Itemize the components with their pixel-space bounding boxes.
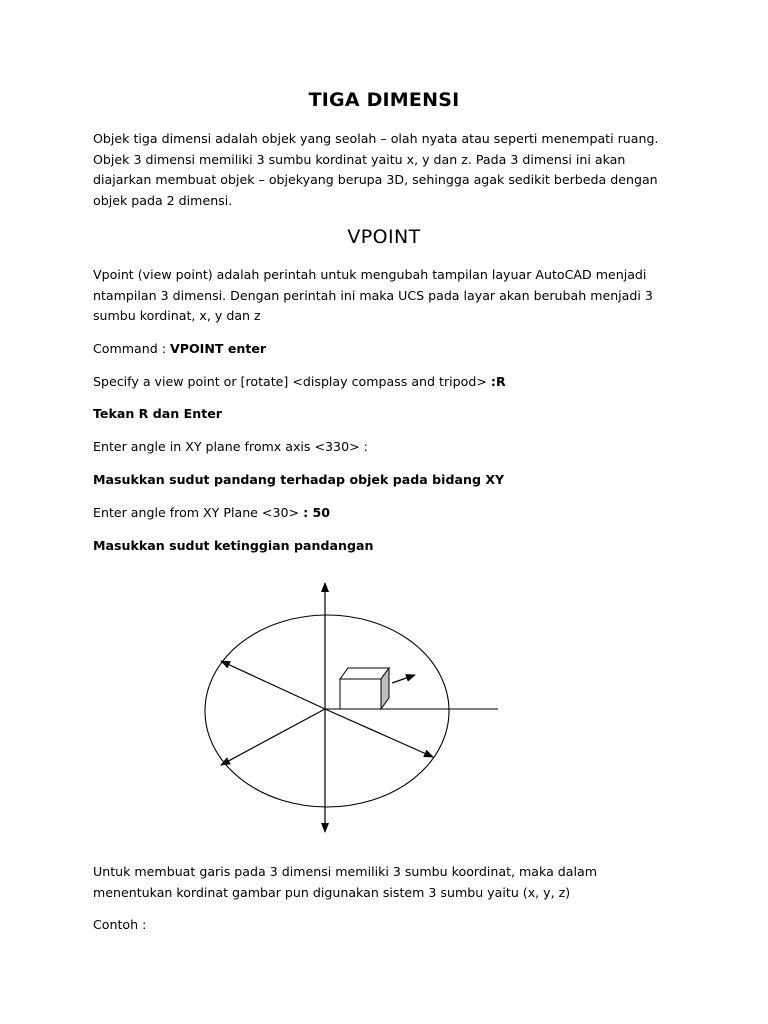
specify-line	[93, 373, 506, 391]
step-angle-plane: Masukkan sudut ketinggian pandangan	[93, 538, 374, 553]
specify-value: :R	[490, 374, 506, 389]
axis-lower-left-arrow	[221, 709, 325, 765]
vpoint-line: Vpoint (view point) adalah perintah untuk mengubah tampilan layuar AutoCAD menjadi	[93, 267, 647, 282]
step-angle-xy: Masukkan sudut pandang terhadap objek pada bidang XY	[93, 472, 505, 487]
enter-angle-xy: Enter angle in XY plane fromx axis <330> :	[93, 439, 368, 454]
page-title: TIGA DIMENSI	[308, 89, 460, 111]
closing-paragraph	[93, 862, 693, 903]
intro-line: Objek tiga dimensi adalah objek yang seolah – olah nyata atau seperti menempati ruang.	[93, 131, 659, 146]
enter-plane-text: Enter angle from XY Plane <30>	[93, 505, 304, 520]
step-press-r: Tekan R dan Enter	[93, 406, 222, 421]
axis-lower-right-arrow	[325, 709, 433, 757]
vpoint-tripod-diagram	[195, 575, 505, 840]
box-front-face	[340, 679, 381, 709]
intro-line: Objek 3 dimensi memiliki 3 sumbu kordinat yaitu x, y dan z. Pada 3 dimensi ini akan	[93, 151, 626, 167]
intro-paragraph	[93, 129, 693, 211]
intro-line: objek pada 2 dimensi.	[93, 192, 233, 208]
vpoint-line: sumbu kordinat, x, y dan z	[93, 308, 261, 323]
axis-upper-left-arrow	[221, 661, 325, 709]
specify-text: Specify a view point or [rotate] <display compass and tripod>	[93, 374, 491, 389]
vpoint-paragraph	[93, 265, 693, 327]
command-value: VPOINT enter	[169, 341, 267, 356]
compass-ellipse	[205, 615, 449, 807]
enter-angle-plane	[93, 504, 330, 522]
command-prefix: Command :	[93, 341, 170, 356]
section-title-vpoint: VPOINT	[347, 226, 421, 248]
example-label: Contoh :	[93, 917, 147, 932]
closing-line: Untuk membuat garis pada 3 dimensi memiliki 3 sumbu koordinat, maka dalam	[93, 864, 597, 879]
vpoint-line: ntampilan 3 dimensi. Dengan perintah ini maka UCS pada layar akan berubah menjadi 3	[93, 287, 653, 303]
closing-line: menentukan kordinat gambar pun digunakan sistem 3 sumbu yaitu (x, y, z)	[93, 884, 571, 900]
view-direction-arrow	[392, 675, 415, 683]
enter-plane-value: : 50	[303, 505, 331, 520]
command-line	[93, 340, 266, 358]
intro-line: diajarkan membuat objek – objekyang berupa 3D, sehingga agak sedikit berbeda dengan	[93, 172, 658, 187]
